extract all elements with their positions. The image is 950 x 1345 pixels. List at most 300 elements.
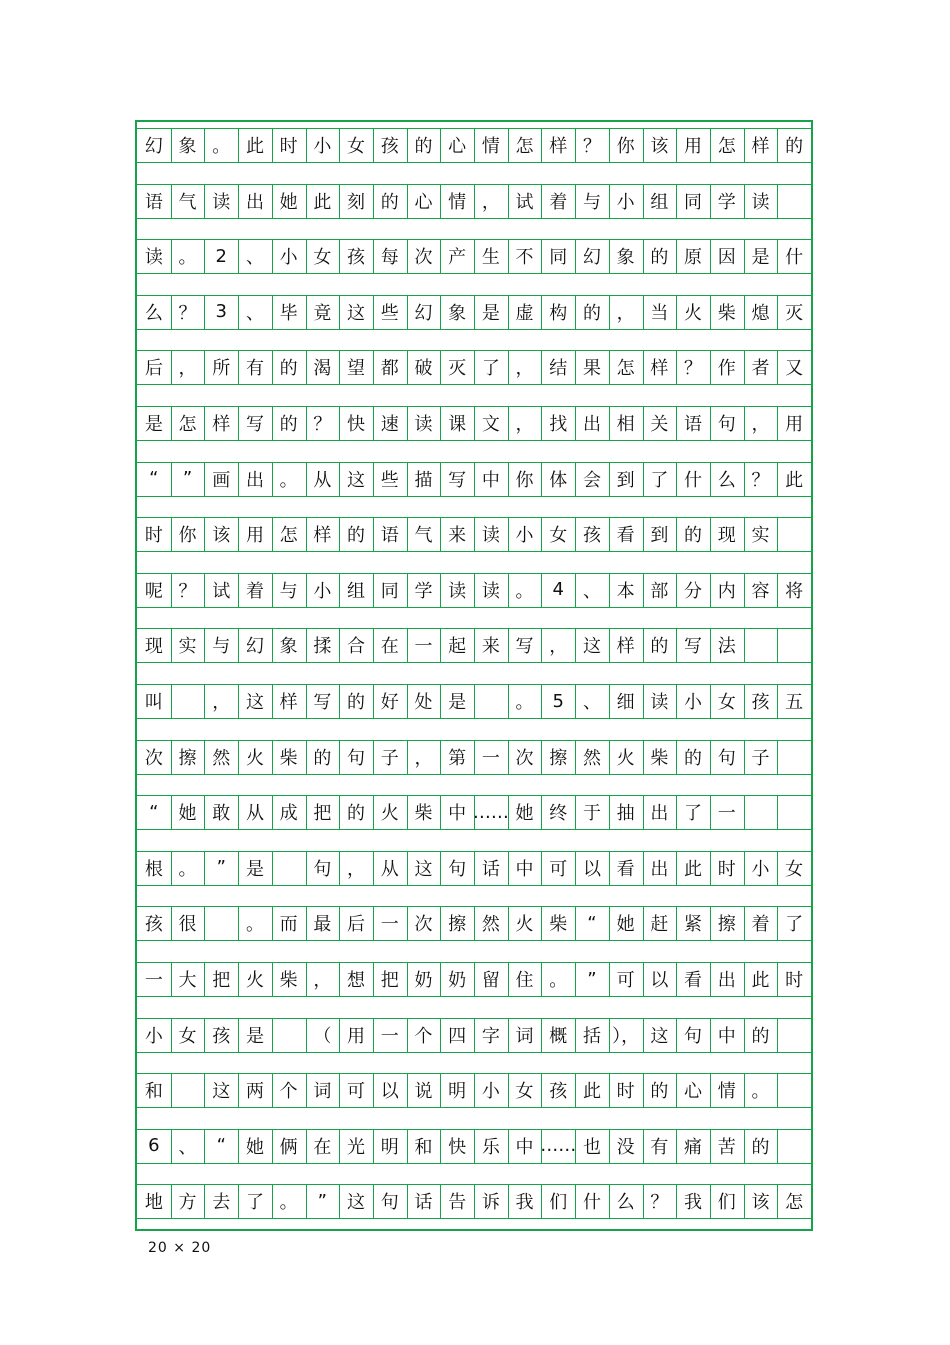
grid-row-bottom-line [137,1163,811,1164]
grid-cell: 你 [178,525,197,547]
grid-cell: 读 [144,247,163,269]
grid-cell: 。 [212,136,231,157]
grid-cell: 我 [515,1192,534,1214]
grid-cell: 五 [785,692,804,713]
grid-row [137,795,811,829]
grid-cell: 好 [380,692,399,713]
grid-cell: 与 [279,580,298,602]
grid-cell: 去 [212,1192,231,1214]
grid-cell: 小 [616,191,635,213]
grid-cell: 是 [481,302,500,324]
grid-cell: 次 [414,914,433,936]
grid-row-bottom-line [137,718,811,719]
grid-cell: 告 [448,1192,467,1214]
grid-size-label: 20 × 20 [148,1240,212,1256]
grid-cell: 可 [616,970,635,991]
grid-cell: 同 [549,247,568,269]
grid-cell: 、 [178,1136,197,1158]
grid-cell: 的 [347,803,366,825]
grid-cell [777,1018,811,1052]
grid-cell: 是 [144,414,163,435]
grid-cell: 小 [515,525,534,547]
grid-cell: 赶 [650,914,669,936]
grid-row [137,1073,811,1107]
grid-cell: 女 [717,692,736,713]
grid-cell: 该 [212,525,231,547]
grid-cell: 小 [313,580,332,602]
grid-cell: 这 [347,1192,366,1214]
grid-cell: 的 [650,636,669,658]
grid-cell: 会 [582,469,601,491]
grid-cell: 句 [684,1025,703,1047]
grid-cell: 是 [751,247,770,269]
grid-cell: 怎 [785,1192,804,1214]
grid-cell: 情 [717,1081,736,1103]
grid-cell: 速 [380,414,399,435]
grid-cell: ” [587,968,597,990]
grid-cell: 中 [717,1025,736,1047]
grid-cell: 一 [717,803,736,825]
grid-cell: 她 [616,914,635,936]
grid-cell: 这 [414,858,433,880]
grid-cell: 句 [448,858,467,880]
grid-cell: 此 [751,970,770,991]
grid-cell: ， [515,414,534,435]
grid-cell: 此 [785,469,804,491]
grid-cell: 时 [785,970,804,991]
grid-cell: 后 [144,358,163,380]
grid-cell: 的 [279,358,298,380]
grid-cell: 了 [245,1192,264,1214]
grid-row [137,295,811,329]
grid-cell: 心 [448,136,467,157]
grid-cell: 的 [347,692,366,713]
grid-row-bottom-line [137,551,811,552]
grid-cell: 子 [751,747,770,769]
grid-cell: 的 [380,191,399,213]
grid-cell: ？ [313,414,332,435]
grid-cell: 心 [414,191,433,213]
grid-cell: 此 [582,1081,601,1103]
grid-row [137,628,811,662]
grid-cell: 最 [313,914,332,936]
grid-cell: 光 [347,1136,366,1158]
grid-row [137,740,811,774]
grid-cell: 了 [650,469,669,491]
grid-cell: 的 [751,1025,770,1047]
grid-cell: 出 [650,803,669,825]
grid-cell: ， [212,692,231,713]
grid-cell: 女 [313,247,332,269]
grid-cell: 想 [347,970,366,991]
grid-cell: 写 [313,692,332,713]
grid-cell: 实 [178,636,197,658]
grid-cell: 描 [414,469,433,491]
grid-cell: 小 [144,1025,163,1047]
grid-cell: 气 [178,191,197,213]
grid-cell: 时 [279,136,298,157]
grid-cell: ， [515,358,534,380]
grid-cell: 词 [313,1081,332,1103]
grid-cell: 语 [144,191,163,213]
grid-cell: 孩 [582,525,601,547]
grid-cell: 奶 [448,970,467,991]
grid-row-bottom-line [137,496,811,497]
grid-cell: 用 [245,525,264,547]
grid-cell: 同 [380,580,399,602]
grid-cell: 么 [616,1192,635,1214]
grid-cell: 象 [279,636,298,658]
grid-row [137,851,811,885]
grid-cell: 这 [347,302,366,324]
grid-cell: 的 [785,136,804,157]
grid-cell: 地 [144,1192,163,1214]
grid-cell: 同 [684,191,703,213]
grid-cell: 和 [144,1081,163,1103]
grid-cell: 擦 [448,914,467,936]
grid-cell: 着 [751,914,770,936]
grid-cell: 内 [717,580,736,602]
grid-row-bottom-line [137,273,811,274]
grid-cell: 写 [245,414,264,435]
grid-cell: 中 [448,803,467,825]
grid-cell: ？ [178,302,197,324]
grid-cell: 句 [380,1192,399,1214]
grid-cell: 竟 [313,302,332,324]
grid-cell: 情 [448,191,467,213]
grid-cell: “ [587,912,597,934]
grid-cell: ， [751,414,770,435]
grid-cell: “ [216,1135,226,1157]
grid-cell: 怎 [616,358,635,380]
grid-cell: 当 [650,302,669,324]
grid-cell: 方 [178,1192,197,1214]
grid-cell: 怎 [178,414,197,435]
grid-cell: 画 [212,469,231,491]
grid-cell: 很 [178,914,197,936]
grid-cell: 读 [448,580,467,602]
grid-cell: 。 [178,858,197,880]
grid-cell: 生 [481,247,500,269]
grid-cell: 关 [650,414,669,435]
grid-cell: 、 [582,692,601,713]
grid-cell: 、 [245,302,264,324]
grid-cell: 到 [650,525,669,547]
grid-cell: 写 [684,636,703,658]
grid-cell: 果 [582,358,601,380]
grid-cell: ， [481,191,500,213]
grid-cell: 的 [279,414,298,435]
grid-cell: 把 [313,803,332,825]
grid-cell: 她 [178,803,197,825]
grid-row-bottom-line [137,607,811,608]
grid-cell: 柴 [549,914,568,936]
grid-cell: 时 [144,525,163,547]
grid-cell: 者 [751,358,770,380]
grid-cell [272,851,306,885]
grid-cell: …… [540,1135,577,1157]
grid-cell: 你 [616,136,635,157]
grid-cell: 女 [515,1081,534,1103]
grid-cell: 们 [549,1192,568,1214]
grid-cell: 的 [650,247,669,269]
grid-cell: 作 [717,358,736,380]
grid-cell: 说 [414,1081,433,1103]
grid-cell: 幻 [144,136,163,157]
grid-cell: 然 [212,747,231,769]
grid-cell: 了 [481,358,500,380]
grid-cell: 用 [684,136,703,157]
grid-row-bottom-line [137,885,811,886]
grid-cell: 了 [785,914,804,936]
grid-cell: 结 [549,358,568,380]
grid-cell [777,517,811,551]
grid-cell: 女 [347,136,366,157]
grid-cell: 着 [245,580,264,602]
grid-cell: 刻 [347,191,366,213]
grid-row [137,1018,811,1052]
grid-cell: 中 [515,1136,534,1158]
grid-cell: 一 [481,747,500,769]
grid-cell: 现 [144,636,163,658]
grid-cell: “ [149,801,159,823]
grid-cell: 4 [552,579,564,601]
grid-cell: 擦 [549,747,568,769]
grid-cell: 组 [347,580,366,602]
grid-cell: 读 [650,692,669,713]
grid-cell: 小 [481,1081,500,1103]
grid-cell [474,684,508,718]
grid-cell: 女 [178,1025,197,1047]
grid-cell [171,1073,205,1107]
grid-cell: 2 [215,245,227,267]
grid-cell: 叫 [144,692,163,713]
grid-cell: ” [182,468,193,490]
grid-cell: 读 [481,525,500,547]
grid-cell: 的 [347,525,366,547]
grid-cell: 怎 [717,136,736,157]
manuscript-grid-paper [135,120,813,1231]
grid-cell: 原 [684,247,703,269]
grid-cell: 构 [549,302,568,324]
grid-cell: 柴 [279,747,298,769]
grid-cell: 的 [582,302,601,324]
grid-cell: 此 [313,191,332,213]
grid-cell: 读 [751,191,770,213]
grid-cell: 把 [212,970,231,991]
grid-cell: 明 [380,1136,399,1158]
grid-cell: 到 [616,469,635,491]
grid-cell: ” [216,857,226,879]
grid-cell: 课 [448,414,467,435]
grid-cell: 与 [212,636,231,658]
grid-cell: 与 [582,191,601,213]
grid-cell: 象 [616,247,635,269]
grid-cell: 些 [380,302,399,324]
grid-cell: 该 [650,136,669,157]
grid-cell: 出 [582,414,601,435]
grid-cell: 诉 [481,1192,500,1214]
grid-cell: 柴 [414,803,433,825]
grid-cell: 语 [380,525,399,547]
grid-cell: ， [414,747,433,769]
grid-row-bottom-line [137,940,811,941]
grid-cell: 孩 [144,914,163,936]
grid-cell: 因 [717,247,736,269]
grid-cell: 样 [549,136,568,157]
grid-cell: 次 [144,747,163,769]
grid-cell: 现 [717,525,736,547]
grid-cell: 子 [380,747,399,769]
grid-cell: 都 [380,358,399,380]
grid-cell: 苦 [717,1136,736,1158]
grid-cell: 孩 [549,1081,568,1103]
grid-cell: ， [178,358,197,380]
grid-cell: 处 [414,692,433,713]
grid-cell: 出 [245,191,264,213]
grid-cell: 次 [414,247,433,269]
grid-cell: 读 [481,580,500,602]
grid-cell: 起 [448,636,467,658]
grid-cell: 呢 [144,580,163,602]
grid-cell: 四 [448,1025,467,1047]
grid-cell: 试 [212,580,231,602]
grid-cell: 孩 [212,1025,231,1047]
grid-cell: 柴 [717,302,736,324]
grid-cell: 明 [448,1081,467,1103]
grid-cell: 的 [684,525,703,547]
grid-cell [777,1073,811,1107]
grid-cell: 容 [751,580,770,602]
grid-cell: 火 [380,803,399,825]
grid-cell: 合 [347,636,366,658]
grid-cell: 话 [481,858,500,880]
grid-cell: 学 [717,191,736,213]
grid-cell: 看 [616,525,635,547]
grid-cell: 5 [552,690,564,712]
grid-cell: ？ [751,469,770,491]
grid-cell: 句 [347,747,366,769]
grid-row-bottom-line [137,774,811,775]
grid-cell: 然 [481,914,500,936]
grid-cell: 是 [448,692,467,713]
grid-cell: 你 [515,469,534,491]
grid-cell: 以 [582,858,601,880]
grid-cell: ， [313,970,332,991]
grid-row-bottom-line [137,440,811,441]
grid-cell [777,628,811,662]
grid-cell: 个 [414,1025,433,1047]
grid-row [137,962,811,996]
grid-cell: 用 [785,414,804,435]
grid-cell: 她 [515,803,534,825]
grid-cell: 成 [279,803,298,825]
grid-cell: 柴 [279,970,298,991]
grid-row-bottom-line [137,996,811,997]
grid-cell [777,795,811,829]
grid-row-bottom-line [137,384,811,385]
grid-cell: 句 [717,414,736,435]
grid-cell: 把 [380,970,399,991]
grid-cell: 在 [313,1136,332,1158]
grid-cell: 我 [684,1192,703,1214]
grid-cell: 乐 [481,1136,500,1158]
grid-row [137,239,811,273]
grid-cell: 的 [650,1081,669,1103]
grid-cell: 渴 [313,358,332,380]
grid-cell: 样 [650,358,669,380]
grid-cell: 写 [448,469,467,491]
grid-cell: 灭 [785,302,804,324]
grid-cell: 望 [347,358,366,380]
grid-cell: 词 [515,1025,534,1047]
grid-cell: 火 [515,914,534,936]
grid-cell: 。 [515,692,534,713]
grid-cell: 实 [751,525,770,547]
grid-cell: （ [313,1025,332,1047]
grid-cell: 。 [515,580,534,602]
grid-cell: 紧 [684,914,703,936]
grid-cell: ， [347,858,366,880]
grid-cell: 小 [313,136,332,157]
grid-cell: 语 [684,414,703,435]
grid-cell: 火 [616,747,635,769]
grid-cell: 体 [549,469,568,491]
grid-cell: 看 [616,858,635,880]
grid-cell: 揉 [313,636,332,658]
grid-cell: 女 [549,525,568,547]
grid-cell: 敢 [212,803,231,825]
grid-cell: ？ [178,580,197,602]
grid-cell: 。 [245,914,264,936]
grid-row-bottom-line [137,662,811,663]
grid-cell: 于 [582,803,601,825]
grid-cell [777,1129,811,1163]
grid-cell: ， [616,302,635,324]
grid-cell: 么 [144,302,163,324]
grid-cell: 么 [717,469,736,491]
grid-cell: 快 [347,414,366,435]
grid-cell: 情 [481,136,500,157]
grid-cell: 灭 [448,358,467,380]
grid-cell: 写 [515,636,534,658]
grid-cell: 也 [582,1136,601,1158]
grid-cell: 幻 [414,302,433,324]
grid-cell: “ [149,468,159,490]
grid-row-bottom-line [137,162,811,163]
grid-cell [272,1018,306,1052]
grid-cell: 是 [245,1025,264,1047]
grid-row-bottom-line [137,1052,811,1053]
grid-cell [171,684,205,718]
grid-cell: 两 [245,1081,264,1103]
grid-cell: 可 [549,858,568,880]
grid-cell: 部 [650,580,669,602]
grid-cell: 火 [684,302,703,324]
grid-cell: 试 [515,191,534,213]
grid-cell: 该 [751,1192,770,1214]
grid-cell: 分 [684,580,703,602]
grid-cell: 来 [448,525,467,547]
grid-cell: 小 [279,247,298,269]
grid-cell: 不 [515,247,534,269]
grid-cell: 可 [347,1081,366,1103]
grid-cell: 一 [414,636,433,658]
grid-cell: 怎 [279,525,298,547]
grid-row [137,462,811,496]
grid-cell: 什 [785,247,804,269]
grid-cell: 孩 [347,247,366,269]
